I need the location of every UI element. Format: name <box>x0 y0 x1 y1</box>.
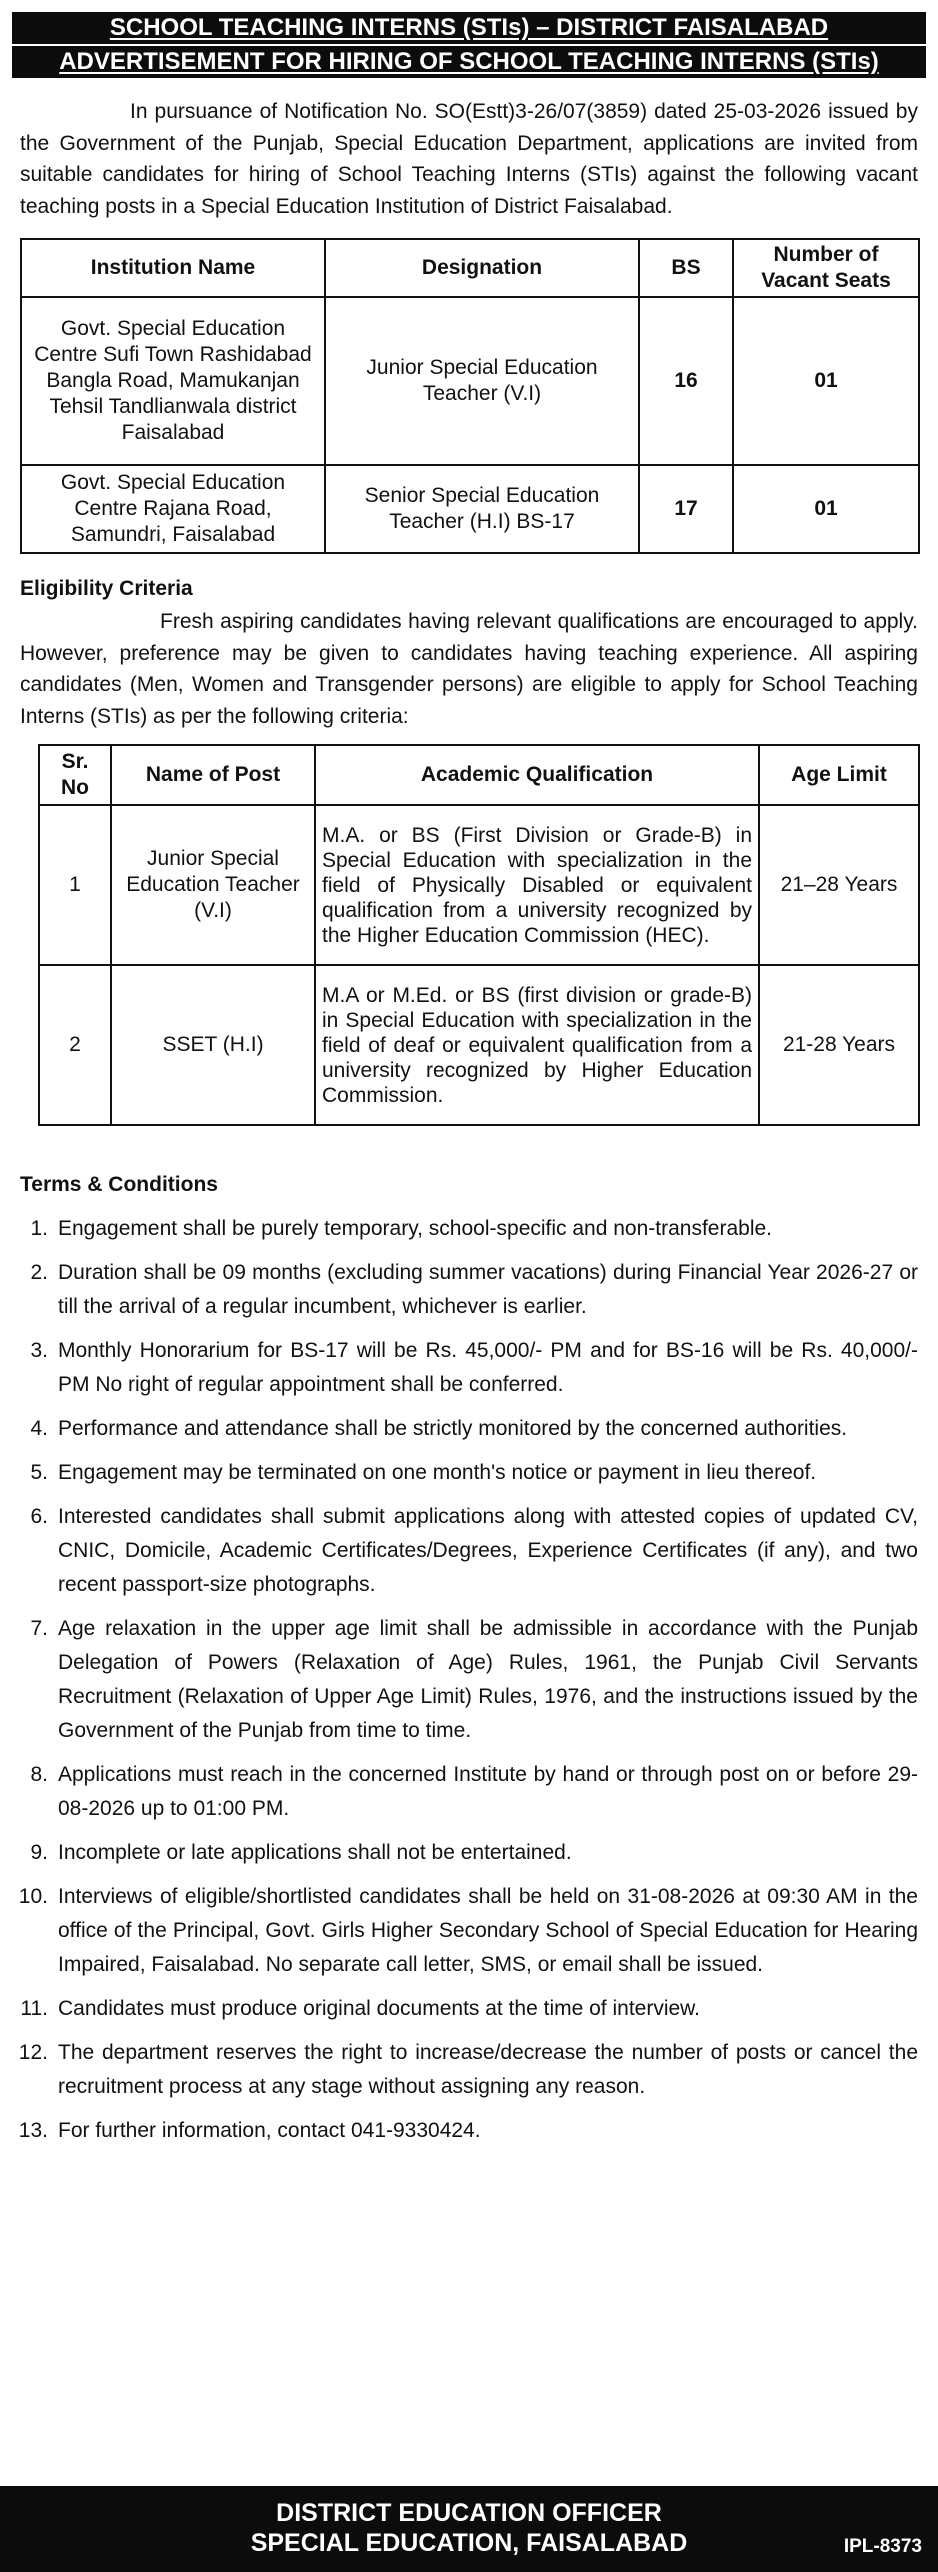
term-text: The department reserves the right to increase/decrease the number of posts or cancel the recruitment process at any stage without assigning any reason. <box>58 2041 918 2098</box>
list-item <box>0 1412 918 1446</box>
list-item <box>0 1880 918 1982</box>
header <box>12 12 926 78</box>
sr-cell: 2 <box>39 965 111 1125</box>
table-row <box>21 465 919 553</box>
list-item <box>0 1992 918 2026</box>
bs-cell: 17 <box>639 465 733 553</box>
post-cell: SSET (H.I) <box>111 965 315 1125</box>
term-number: 11. <box>20 1997 48 2020</box>
vacancy-table-header <box>21 239 919 297</box>
term-text: Duration shall be 09 months (excluding summer vacations) during Financial Year 2026-27 or till the arrival of a regular incumbent, whichever is earlier. <box>58 1261 918 1318</box>
footer-issuer: DISTRICT EDUCATION OFFICER <box>276 2499 662 2527</box>
term-text: Age relaxation in the upper age limit shall be admissible in accordance with the Punjab Delegation of Powers (Relaxation of Age) Rules, 1961, the Punjab Civil Servants Recruitment (Relaxation of Upper Age Limit) Rules, 1976, and the instructions issued by the Government of the Punjab from time to time. <box>58 1617 918 1742</box>
institution-cell: Govt. Special Education Centre Rajana Road, Samundri, Faisalabad <box>21 465 325 553</box>
list-item <box>0 2036 918 2104</box>
term-number: 9. <box>30 1841 48 1864</box>
table-row <box>21 297 919 465</box>
term-text: Candidates must produce original documents at the time of interview. <box>58 1997 701 2020</box>
footer-banner <box>0 2486 938 2572</box>
term-text: Interested candidates shall submit applications along with attested copies of updated CV, CNIC, Domicile, Academic Certificates/Degrees, Experience Certificates (if any), and two recent passport-size photographs. <box>58 1505 918 1596</box>
term-number: 10. <box>18 1885 48 1908</box>
term-number: 2. <box>30 1261 48 1284</box>
term-number: 6. <box>30 1505 48 1528</box>
list-item <box>0 1456 918 1490</box>
term-text: Applications must reach in the concerned Institute by hand or through post on or before 29-08-2026 up to 01:00 PM. <box>58 1763 918 1820</box>
criteria-table-header <box>39 745 919 805</box>
col-sr-no: Sr. No <box>39 745 111 805</box>
age-cell: 21-28 Years <box>759 965 919 1125</box>
term-number: 13. <box>18 2119 48 2142</box>
intro-body: 25-03-2026 issued by the Government of the Punjab, Special Education Department, applications are invited from suitable candidates for hiring of School Teaching Interns (STIs) against the following vacant teaching posts in a Special Education Institution of District Faisalabad. <box>20 100 918 218</box>
col-post: Name of Post <box>111 745 315 805</box>
term-text: Incomplete or late applications shall not be entertained. <box>58 1841 572 1864</box>
ad-code: IPL-8373 <box>843 2536 922 2557</box>
col-bs: BS <box>639 239 733 297</box>
terms-heading: Terms & Conditions <box>20 1173 218 1196</box>
term-number: 1. <box>30 1217 48 1240</box>
bs-cell: 16 <box>639 297 733 465</box>
intro-paragraph <box>20 96 918 222</box>
term-text: Performance and attendance shall be strictly monitored by the concerned authorities. <box>58 1417 848 1440</box>
list-item <box>0 1758 918 1826</box>
term-number: 8. <box>30 1763 48 1786</box>
eligibility-heading: Eligibility Criteria <box>20 577 193 600</box>
designation-cell: Senior Special Education Teacher (H.I) BS-17 <box>325 465 639 553</box>
header-title: SCHOOL TEACHING INTERNS (STIs) – DISTRICT FAISALABAD <box>12 12 926 44</box>
intro-first-line: In pursuance of Notification No. SO(Estt)3-26/07(3859) dated <box>130 100 707 123</box>
footer-department: SPECIAL EDUCATION, FAISALABAD <box>250 2529 688 2557</box>
qualification-cell: M.A. or BS (First Division or Grade-B) in Special Education with specialization in the field of Physically Disabled or equivalent qualification from a university recognized by the Higher Education Commission (HEC). <box>315 805 759 965</box>
list-item <box>0 1500 918 1602</box>
list-item <box>0 1334 918 1402</box>
qualification-cell: M.A or M.Ed. or BS (first division or grade-B) in Special Education with specialization in the field of deaf or equivalent qualification from a university recognized by Higher Education Commission. <box>315 965 759 1125</box>
header-subtitle: ADVERTISEMENT FOR HIRING OF SCHOOL TEACHING INTERNS (STIs) <box>12 46 926 78</box>
term-number: 3. <box>30 1339 48 1362</box>
criteria-table <box>38 744 920 1126</box>
list-item <box>0 1256 918 1324</box>
eligibility-first-line: Fresh aspiring candidates having relevant qualifications are <box>160 610 716 633</box>
sr-cell: 1 <box>39 805 111 965</box>
list-item <box>0 2114 918 2148</box>
term-number: 4. <box>30 1417 48 1440</box>
institution-cell: Govt. Special Education Centre Sufi Town Rashidabad Bangla Road, Mamukanjan Tehsil Tandlianwala district Faisalabad <box>21 297 325 465</box>
table-row <box>39 965 919 1125</box>
col-qualification: Academic Qualification <box>315 745 759 805</box>
list-item <box>0 1212 918 1246</box>
list-item <box>0 1612 918 1748</box>
post-cell: Junior Special Education Teacher (V.I) <box>111 805 315 965</box>
col-age-limit: Age Limit <box>759 745 919 805</box>
col-institution: Institution Name <box>21 239 325 297</box>
list-item <box>0 1836 918 1870</box>
advertisement-page <box>0 12 938 2572</box>
term-text: Engagement shall be purely temporary, school-specific and non-transferable. <box>58 1217 772 1240</box>
col-designation: Designation <box>325 239 639 297</box>
vacancy-table <box>20 238 920 554</box>
col-seats: Number of Vacant Seats <box>733 239 919 297</box>
eligibility-paragraph <box>20 606 918 732</box>
term-number: 5. <box>30 1461 48 1484</box>
terms-list <box>0 1212 918 2148</box>
designation-cell: Junior Special Education Teacher (V.I) <box>325 297 639 465</box>
term-text: For further information, contact 041-9330424. <box>58 2119 481 2142</box>
term-number: 12. <box>18 2041 48 2064</box>
term-text: Engagement may be terminated on one month's notice or payment in lieu thereof. <box>58 1461 817 1484</box>
term-number: 7. <box>30 1617 48 1640</box>
term-text: Interviews of eligible/shortlisted candidates shall be held on 31-08-2026 at 09:30 AM in the office of the Principal, Govt. Girls Higher Secondary School of Special Education for Hearing Impaired, Faisalabad. No separate call letter, SMS, or email shall be issued. <box>58 1885 918 1976</box>
seats-cell: 01 <box>733 297 919 465</box>
term-text: Monthly Honorarium for BS-17 will be Rs. 45,000/- PM and for BS-16 will be Rs. 40,000/- PM No right of regular appointment shall be conferred. <box>58 1339 918 1396</box>
age-cell: 21–28 Years <box>759 805 919 965</box>
seats-cell: 01 <box>733 465 919 553</box>
table-row <box>39 805 919 965</box>
eligibility-body: encouraged to apply. However, preference may be given to candidates having teaching experience. All aspiring candidates (Men, Women and Transgender persons) are eligible to apply for School Teaching Interns (STIs) as per the following criteria: <box>20 610 918 728</box>
